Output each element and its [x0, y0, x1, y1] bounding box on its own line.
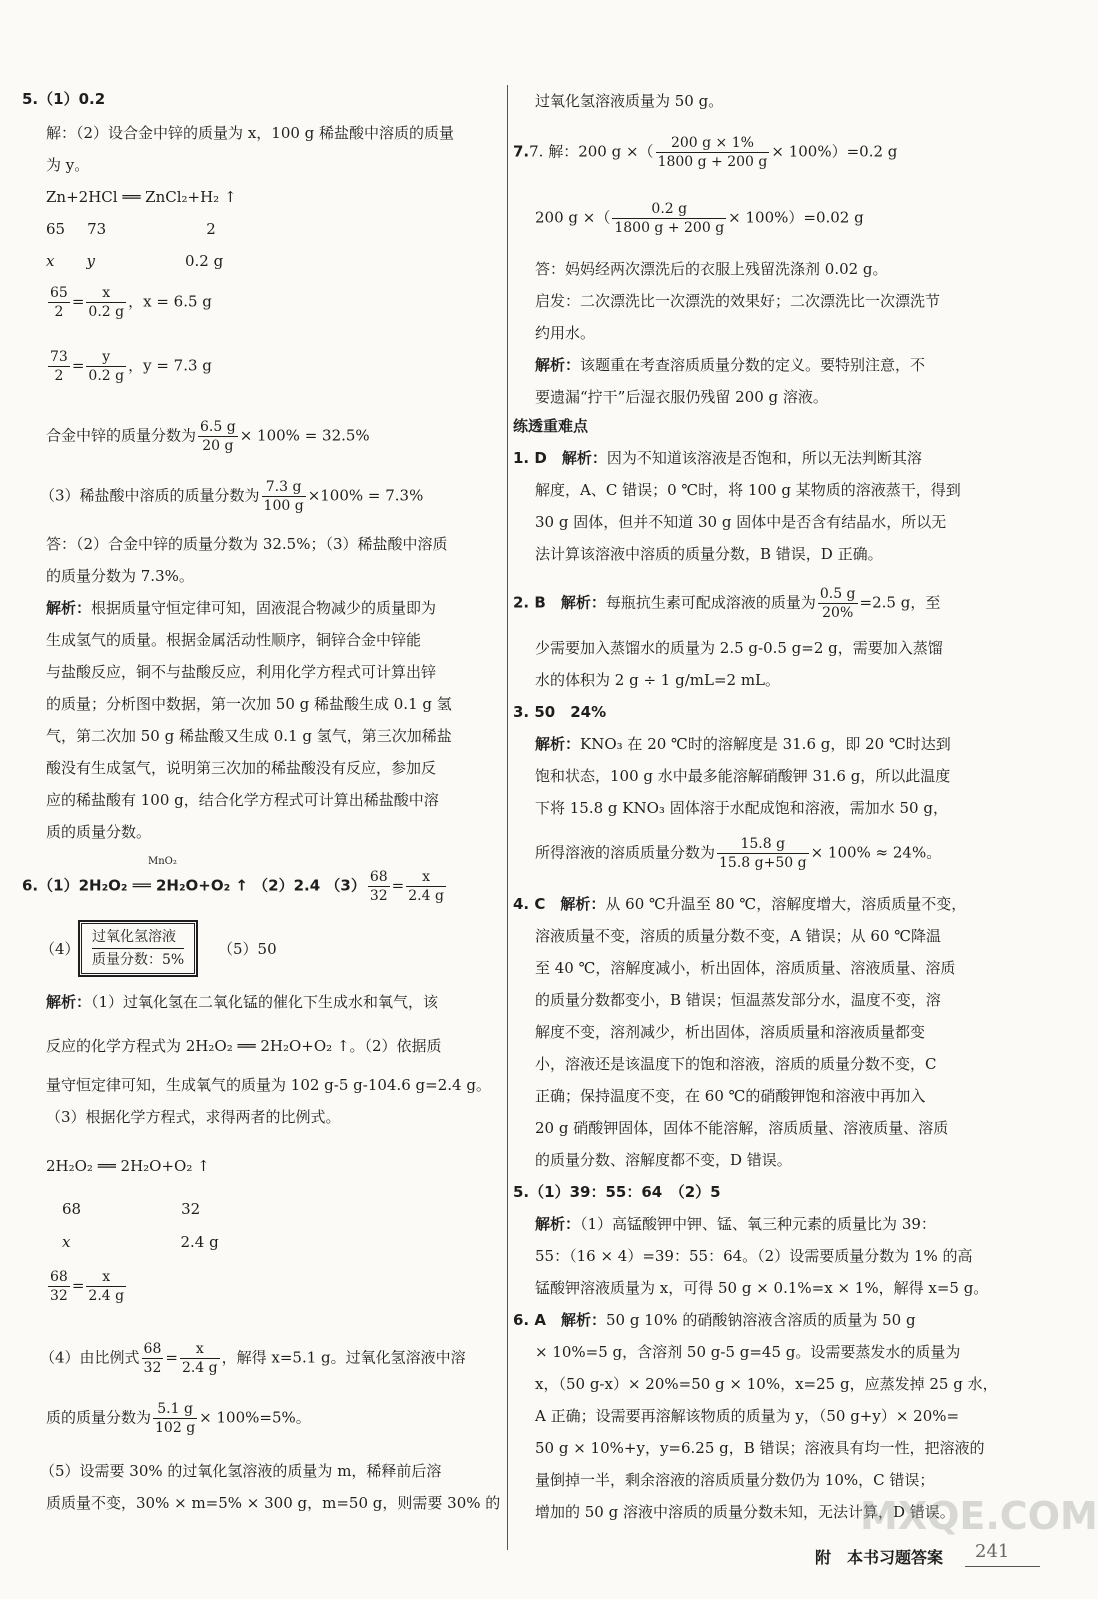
p4-line: 解度不变，溶剂减少，析出固体，溶质质量和溶液质量都变: [535, 1023, 926, 1041]
q6-analysis: （3）根据化学方程式，求得两者的比例式。: [46, 1108, 341, 1126]
section-heading: 练透重难点: [513, 417, 589, 435]
q6-equation: 2H₂O₂ ══ 2H₂O+O₂ ↑: [46, 1157, 210, 1175]
p6-line: x，（50 g-x）× 20%=50 g × 10%，x=25 g，应蒸发掉 25 g 水，: [535, 1375, 998, 1393]
q6-ratio: $\frac{68}{32}$ = $\frac{x}{2.4 g}$: [50, 1269, 125, 1304]
q7-answer: 答：妈妈经两次漂洗后的衣服上残留洗涤剂 0.02 g。: [535, 260, 888, 278]
p3-header: 3. 50 24%: [513, 703, 607, 721]
q5-analysis: 生成氢气的质量。根据金属活动性顺序，铜锌合金中锌能: [46, 631, 422, 649]
q5-analysis: 气，第二次加 50 g 稀盐酸又生成 0.1 g 氢气，第三次加稀盐: [46, 727, 452, 745]
q5-line: 为 y。: [46, 156, 90, 174]
label-line: 质量分数：5%: [92, 952, 185, 968]
q5-equation: Zn+2HCl ══ ZnCl₂+H₂ ↑: [46, 188, 237, 206]
left-column: [22, 0, 501, 1599]
q5-analysis: 应的稀盐酸有 100 g，结合化学方程式可计算出稀盐酸中溶: [46, 791, 439, 809]
p5-header: 5.（1）39：55：64 （2）5: [513, 1183, 721, 1201]
q5-answer: 答：（2）合金中锌的质量分数为 32.5%；（3）稀盐酸中溶质: [46, 535, 448, 553]
p3-fraction: 所得溶液的溶质质量分数为 $\frac{15.8 g}{15.8 g+50 g}$ × 100% ≈ 24%。: [535, 836, 942, 871]
q6-part4-calc: （4）由比例式 $\frac{68}{32}$ = $\frac{x}{2.4 g}$ ，解得 x=5.1 g。过氧化氢溶液中溶: [40, 1341, 466, 1376]
q6-analysis: 反应的化学方程式为 2H₂O₂ ══ 2H₂O+O₂ ↑。（2）依据质: [46, 1037, 442, 1055]
q5-analysis: 质的质量分数。: [46, 823, 152, 841]
p2-line: 少需要加入蒸馏水的质量为 2.5 g-0.5 g=2 g，需要加入蒸馏: [535, 639, 943, 657]
p6-line: 量倒掉一半，剩余溶液的溶质质量分数仍为 10%，C 错误；: [535, 1471, 935, 1489]
q6-analysis: 量守恒定律可知，生成氧气的质量为 102 g-5 g-104.6 g=2.4 g。: [46, 1076, 491, 1094]
p4-line: 的质量分数都变小，B 错误；恒温蒸发部分水，温度不变，溶: [535, 991, 941, 1009]
p5-line: 锰酸钾溶液质量为 x，可得 50 g × 0.1%=x × 1%，解得 x=5 g。: [535, 1279, 989, 1297]
p6: 6. A 解析：50 g 10% 的硝酸钠溶液含溶质的质量为 50 g: [513, 1311, 916, 1329]
p6-line: A 正确；设需要再溶解该物质的质量为 y，（50 g+y）× 20%=: [535, 1407, 960, 1425]
p3-line: 下将 15.8 g KNO₃ 固体溶于水配成饱和溶液，需加水 50 g，: [535, 799, 948, 817]
p4-line: 溶液质量不变，溶质的质量分数不变，A 错误；从 60 ℃降温: [535, 927, 942, 945]
p4: 4. C 解析：从 60 ℃升温至 80 ℃，溶解度增大，溶质质量不变，: [513, 895, 967, 913]
p1-line: 法计算该溶液中溶质的质量分数，B 错误，D 正确。: [535, 545, 883, 563]
p4-line: 20 g 硝酸钾固体，固体不能溶解，溶质质量、溶液质量、溶质: [535, 1119, 949, 1137]
q6-mass-row: 68 32: [62, 1200, 201, 1218]
q7-insight: 约用水。: [535, 324, 596, 342]
q5-analysis: 与盐酸反应，铜不与盐酸反应，利用化学方程式可计算出锌: [46, 663, 437, 681]
q5-mass-row: 65 73 2: [46, 220, 216, 238]
p3-line: 饱和状态，100 g 水中最多能溶解硝酸钾 31.6 g，所以此温度: [535, 767, 951, 785]
p4-line: 正确；保持温度不变，在 60 ℃的硝酸钾饱和溶液中再加入: [535, 1087, 926, 1105]
q6-continued: 过氧化氢溶液质量为 50 g。: [535, 92, 724, 110]
footer-rule: [965, 1566, 1040, 1567]
p4-line: 至 40 ℃，溶解度减小，析出固体，溶质质量、溶液质量、溶质: [535, 959, 956, 977]
q5-analysis: 解析：根据质量守恒定律可知，固液混合物减少的质量即为: [46, 599, 437, 617]
p2: 2. B 解析：每瓶抗生素可配成溶液的质量为 $\frac{0.5 g}{20\%}$ =2.5 g，至: [513, 586, 941, 621]
q6-label-box: [78, 920, 198, 977]
q5-analysis: 的质量；分析图中数据，第一次加 50 g 稀盐酸生成 0.1 g 氢: [46, 695, 452, 713]
q6-part4: （4）: [40, 940, 80, 958]
label-line: 过氧化氢溶液: [92, 926, 184, 949]
q7-analysis: 要遗漏“拧干”后湿衣服仍残留 200 g 溶液。: [535, 388, 828, 406]
p4-line: 的质量分数、溶解度都不变，D 错误。: [535, 1151, 792, 1169]
q5-answer: 的质量分数为 7.3%。: [46, 567, 194, 585]
q5-line: 解：（2）设合金中锌的质量为 x，100 g 稀盐酸中溶质的质量: [46, 124, 455, 142]
q6-part5: （5）50: [218, 940, 277, 958]
p1-line: 30 g 固体，但并不知道 30 g 固体中是否含有结晶水，所以无: [535, 513, 947, 531]
q6-unknown-row: x 2.4 g: [62, 1233, 219, 1251]
q7-analysis: 解析：该题重在考查溶质质量分数的定义。要特别注意，不: [535, 356, 926, 374]
page-number: 241: [975, 1541, 1010, 1562]
q5-zn-fraction: 合金中锌的质量分数为 $\frac{6.5 g}{20 g}$ × 100% = 32.5%: [46, 419, 370, 454]
watermark: MXQE.COM: [860, 1494, 1098, 1538]
p6-line: 增加的 50 g 溶液中溶质的质量分数未知，无法计算，D 错误。: [535, 1503, 955, 1521]
p5-line: 55：（16 × 4）=39：55：64。（2）设需要质量分数为 1% 的高: [535, 1247, 973, 1265]
q6-catalyst: MnO₂: [148, 856, 177, 867]
q6-part4-result: 质的质量分数为 $\frac{5.1 g}{102 g}$ × 100%=5%。: [46, 1401, 311, 1436]
q5-hcl-fraction: （3）稀盐酸中溶质的质量分数为 $\frac{7.3 g}{100 g}$ ×100% = 7.3%: [40, 479, 424, 514]
footer-label: 附 本书习题答案: [815, 1548, 944, 1567]
q6-part5-calc: 质质量不变，30% × m=5% × 300 g，m=50 g，则需要 30% 的: [46, 1494, 501, 1512]
q7-calc2: 200 g ×（ $\frac{0.2 g}{1800 g + 200 g}$ × 100%）=0.02 g: [535, 201, 864, 236]
q6-header: 6.（1）2H₂O₂ ══ 2H₂O+O₂ ↑ （2）2.4 （3） $\frac{68}{32}$ = $\frac{x}{2.4 g}$: [22, 869, 444, 904]
q5-ratio-hcl: $\frac{73}{2}$ = $\frac{y}{0.2 g}$ ，y = 7.3 g: [50, 349, 212, 384]
p3-line: 解析：KNO₃ 在 20 ℃时的溶解度是 31.6 g，即 20 ℃时达到: [535, 735, 951, 753]
p2-line: 水的体积为 2 g ÷ 1 g/mL=2 mL。: [535, 671, 781, 689]
q7-calc1: 7.7. 解：200 g ×（ $\frac{200 g \times 1\%}{1800 g + 200 g}$ × 100%）=0.2 g: [513, 135, 898, 170]
p6-line: 50 g × 10%+y，y=6.25 g，B 错误；溶液具有均一性，把溶液的: [535, 1439, 985, 1457]
q6-part5-calc: （5）设需要 30% 的过氧化氢溶液的质量为 m，稀释前后溶: [40, 1462, 442, 1480]
q6-analysis: 解析：（1）过氧化氢在二氧化锰的催化下生成水和氧气，该: [46, 993, 439, 1011]
column-divider: [507, 85, 508, 1550]
q5-analysis: 酸没有生成氢气，说明第三次加的稀盐酸没有反应，参加反: [46, 759, 437, 777]
q5-unknown-row: x y 0.2 g: [46, 252, 224, 270]
q5-header: 5.（1）0.2: [22, 90, 106, 108]
p4-line: 小，溶液还是该温度下的饱和溶液，溶质的质量分数不变，C: [535, 1055, 937, 1073]
p1: 1. D 解析：因为不知道该溶液是否饱和，所以无法判断其溶: [513, 449, 922, 467]
p5-line: 解析：（1）高锰酸钾中钾、锰、氧三种元素的质量比为 39：: [535, 1215, 936, 1233]
q7-insight: 启发：二次漂洗比一次漂洗的效果好；二次漂洗比一次漂洗节: [535, 292, 941, 310]
p6-line: × 10%=5 g，含溶剂 50 g-5 g=45 g。设需要蒸发水的质量为: [535, 1343, 961, 1361]
p1-line: 解度，A、C 错误；0 ℃时，将 100 g 某物质的溶液蒸干，得到: [535, 481, 961, 499]
q5-ratio-zn: $\frac{65}{2}$ = $\frac{x}{0.2 g}$ ，x = 6.5 g: [50, 285, 212, 320]
